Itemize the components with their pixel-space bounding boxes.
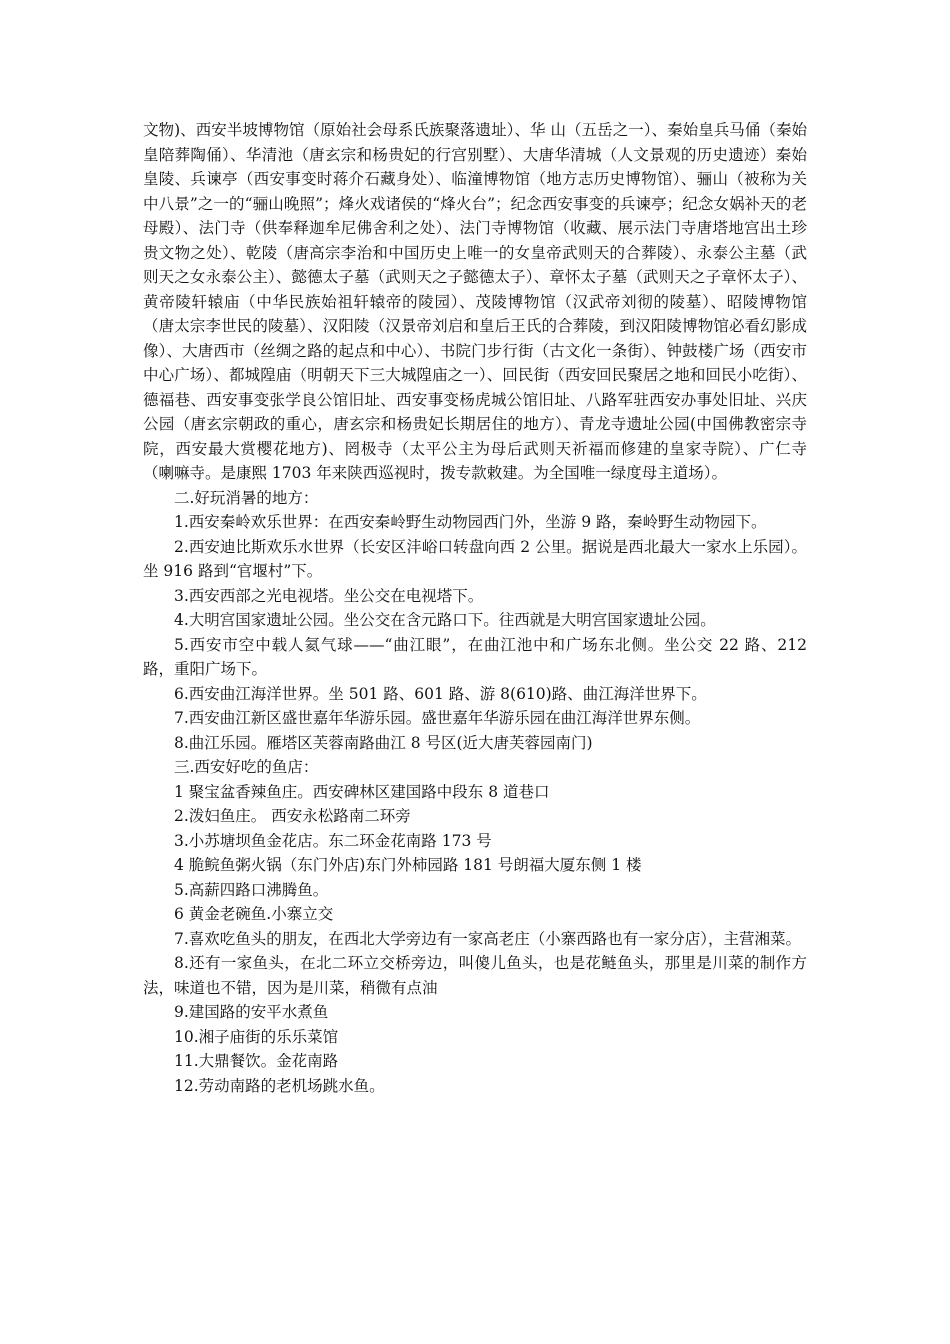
list-item: 3.小苏塘坝鱼金花店。东二环金花南路 173 号 (174, 831, 492, 850)
list-item: 7.西安曲江新区盛世嘉年华游乐园。盛世嘉年华游乐园在曲江海洋世界东侧。 (174, 709, 701, 727)
list-item: 9.建国路的安平水煮鱼 (174, 1003, 329, 1021)
list-item: 12.劳动南路的老机场跳水鱼。 (174, 1076, 385, 1095)
list-item: 1 聚宝盆香辣鱼庄。西安碑林区建国路中段东 8 道巷口 (174, 782, 550, 801)
list-item: 6.西安曲江海洋世界。坐 501 路、601 路、游 8(610)路、曲江海洋世界下。 (174, 684, 707, 703)
list-item: 5.西安市空中载人氦气球——“曲江眼”，在曲江池中和广场东北侧。坐公交 22 路、212 路，重阳广场下。 (143, 635, 807, 678)
list-item: 8.曲江乐园。雁塔区芙蓉南路曲江 8 号区(近大唐芙蓉园南门) (174, 733, 593, 752)
section-title-fun-places: 二.好玩消暑的地方： (174, 488, 319, 507)
list-item: 4.大明宫国家遗址公园。坐公交在含元路口下。往西就是大明宫国家遗址公园。 (174, 611, 716, 629)
list-item: 7.喜欢吃鱼头的朋友，在西北大学旁边有一家高老庄（小寨西路也有一家分店），主营湘菜。 (174, 929, 802, 948)
document-body (143, 118, 807, 1098)
list-item: 10.湘子庙街的乐乐菜馆 (174, 1027, 339, 1046)
list-item: 11.大鼎餐饮。金花南路 (174, 1052, 339, 1070)
list-item: 2.西安迪比斯欢乐水世界（长安区沣峪口转盘向西 2 公里。据说是西北最大一家水上乐园）。坐 916 路到“官堰村”下。 (143, 537, 807, 580)
intro-paragraph: 文物)、西安半坡博物馆（原始社会母系氏族聚落遗址）、华 山（五岳之一）、秦始皇兵马俑（秦始皇陪葬陶俑）、华清池（唐玄宗和杨贵妃的行宫别墅）、大唐华清城（人文景观的历史遗迹）秦始皇陵、兵谏亭（西安事变时蒋介石藏身处）、临潼博物馆（地方志历史博物馆）、骊山（被称为关中八景”之一的“骊山晚照”；烽火戏诸侯的“烽火台”；纪念西安事变的兵谏亭；纪念女娲补天的老母殿）、法门寺（供奉释迦牟尼佛舍利之处）、法门寺博物馆（收藏、展示法门寺唐塔地宫出土珍贵文物之处）、乾陵（唐高宗李治和中国历史上唯一的女皇帝武则天的合葬陵）、永泰公主墓（武则天之女永泰公主）、懿德太子墓（武则天之子懿德太子）、章怀太子墓（武则天之子章怀太子）、黄帝陵轩辕庙（中华民族始祖轩辕帝的陵园）、茂陵博物馆（汉武帝刘彻的陵墓）、昭陵博物馆（唐太宗李世民的陵墓）、汉阳陵（汉景帝刘启和皇后王氏的合葬陵，到汉阳陵博物馆必看幻影成像）、大唐西市（丝绸之路的起点和中心）、书院门步行街（古文化一条街）、钟鼓楼广场（西安市中心广场）、都城隍庙（明朝天下三大城隍庙之一）、回民街（西安回民聚居之地和回民小吃街）、德福巷、西安事变张学良公馆旧址、西安事变杨虎城公馆旧址、八路军驻西安办事处旧址、兴庆公园（唐玄宗朝政的重心，唐玄宗和杨贵妃长期居住的地方）、青龙寺遗址公园(中国佛教密宗寺院，西安最大赏樱花地方)、罔极寺（太平公主为母后武则天祈福而修建的皇家寺院）、广仁寺（喇嘛寺。是康熙 1703 年来陕西巡视时，拨专款敕建。为全国唯一绿度母主道场）。 (143, 121, 807, 482)
list-item: 2.泼妇鱼庄。 西安永松路南二环旁 (174, 807, 411, 825)
list-item: 3.西安西部之光电视塔。坐公交在电视塔下。 (174, 586, 484, 605)
list-item: 4 脆鲩鱼粥火锅（东门外店)东门外柿园路 181 号朗福大厦东侧 1 楼 (174, 856, 642, 874)
list-item: 6 黄金老碗鱼.小寨立交 (174, 905, 334, 923)
section-title-fish-restaurants: 三.西安好吃的鱼店： (174, 758, 319, 776)
list-item: 1.西安秦岭欢乐世界：在西安秦岭野生动物园西门外，坐游 9 路，秦岭野生动物园下。 (174, 513, 767, 531)
list-item: 8.还有一家鱼头，在北二环立交桥旁边，叫傻儿鱼头，也是花鲢鱼头，那里是川菜的制作方法，味道也不错，因为是川菜，稍微有点油 (143, 954, 807, 997)
list-item: 5.高薪四路口沸腾鱼。 (174, 880, 329, 899)
